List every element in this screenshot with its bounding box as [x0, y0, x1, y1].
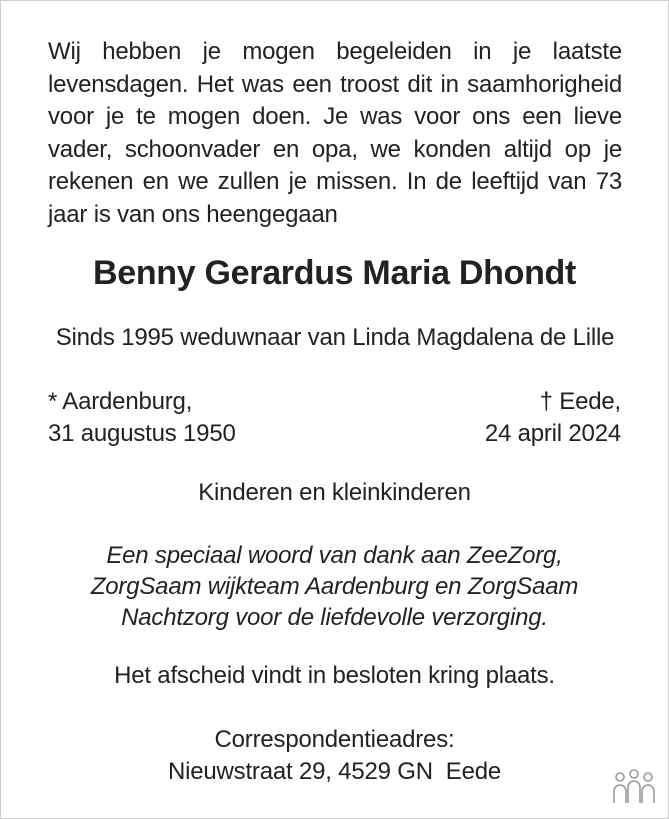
- death-date: 24 april 2024: [484, 420, 621, 447]
- birth-date: 31 augustus 1950: [48, 420, 236, 447]
- correspondence-address: Nieuwstraat 29, 4529 GN Eede: [167, 758, 502, 785]
- birth-place: * Aardenburg,: [48, 388, 193, 415]
- correspondence-label: Correspondentieadres:: [214, 726, 455, 753]
- death-info: [485, 386, 621, 450]
- widowed-line: Sinds 1995 weduwnaar van Linda Magdalena de Lille: [55, 324, 615, 351]
- deceased-name: Benny Gerardus Maria Dhondt: [92, 254, 577, 292]
- birth-info: [48, 386, 236, 450]
- thanks-line: Een speciaal woord van dank aan ZeeZorg,: [106, 542, 563, 569]
- death-place: † Eede,: [539, 388, 621, 415]
- farewell-line: Het afscheid vindt in besloten kring plaats.: [114, 662, 555, 689]
- thanks-line: ZorgSaam wijkteam Aardenburg en ZorgSaam: [90, 573, 579, 600]
- thanks-line: Nachtzorg voor de liefdevolle verzorging.: [121, 604, 548, 631]
- family-line: Kinderen en kleinkinderen: [198, 479, 471, 506]
- thanks-block: [0, 540, 669, 633]
- family-people-icon: [611, 769, 657, 805]
- intro-paragraph: Wij hebben je mogen begeleiden in je laatste levensdagen. Het was een troost dit in saamhorigheid voor je te mogen doen. Je was voor ons een lieve vader, schoonvader en opa, we konden altijd op je rekenen en we zullen je missen. In de leeftijd van 73 jaar is van ons heengegaan: [48, 38, 622, 228]
- correspondence-block: [0, 724, 669, 788]
